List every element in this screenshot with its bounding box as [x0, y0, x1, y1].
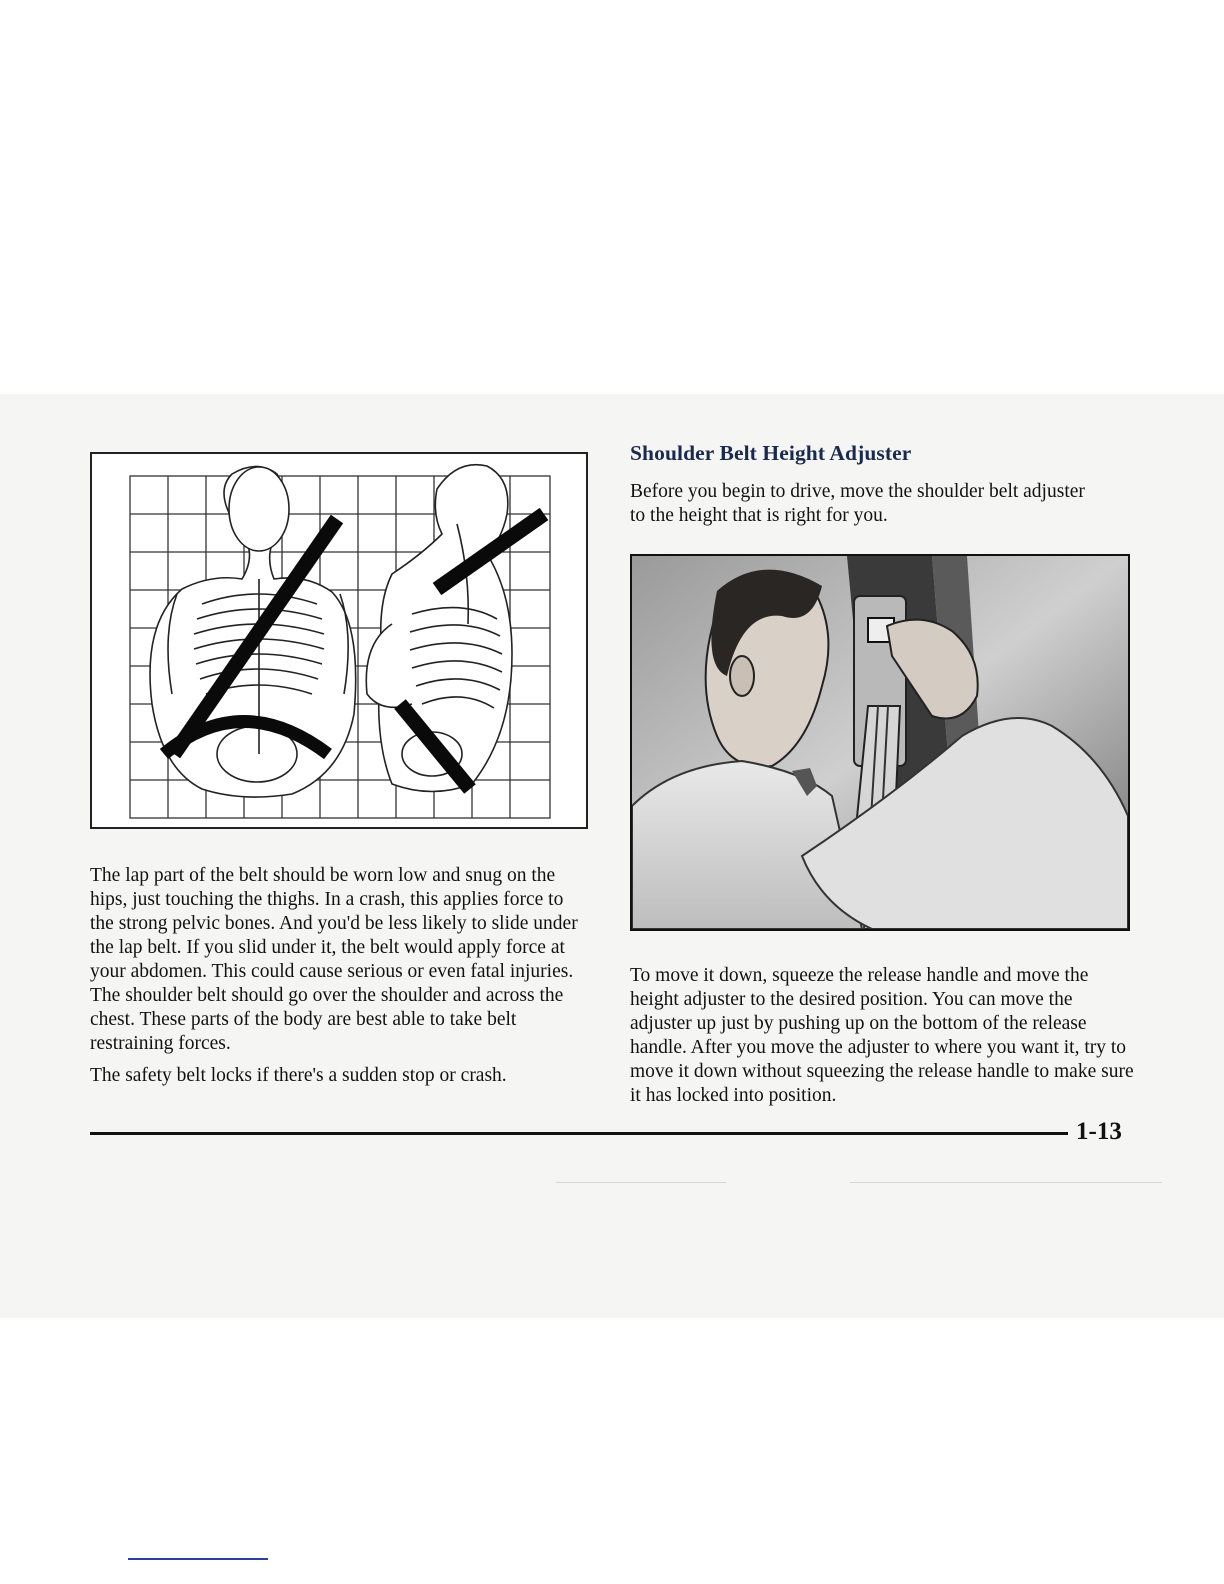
faint-scan-line: [556, 1182, 726, 1183]
belt-skeleton-illustration: [90, 452, 588, 829]
footer-rule: [90, 1132, 1068, 1135]
page-number: 1-13: [1076, 1118, 1122, 1145]
belt-locks-paragraph: The safety belt locks if there's a sudden stop or crash.: [90, 1065, 507, 1086]
faint-scan-line: [850, 1182, 1162, 1183]
adjuster-photo: [630, 554, 1130, 931]
lap-belt-paragraph: The lap part of the belt should be worn low and snug on the hips, just touching the thighs. In a crash, this applies force to the strong pelvic bones. And you'd be less likely to slide under the lap belt. If you slid under it, the belt would apply force at your abdomen. This could cause serious or even fatal injuries. The shoulder belt should go over the shoulder and across the chest. These parts of the body are best able to take belt restraining forces.: [90, 865, 578, 1054]
section-heading: Shoulder Belt Height Adjuster: [630, 441, 912, 465]
footer-link-underline: [128, 1558, 268, 1560]
intro-paragraph: Before you begin to drive, move the shoulder belt adjuster to the height that is right for you.: [630, 481, 1085, 526]
move-adjuster-paragraph: To move it down, squeeze the release handle and move the height adjuster to the desired position. You can move the adjuster up just by pushing up on the bottom of the release handle. After you move the adjuster to where you want it, try to move it down without squeezing the release handle to make sure it has locked into position.: [630, 965, 1134, 1106]
